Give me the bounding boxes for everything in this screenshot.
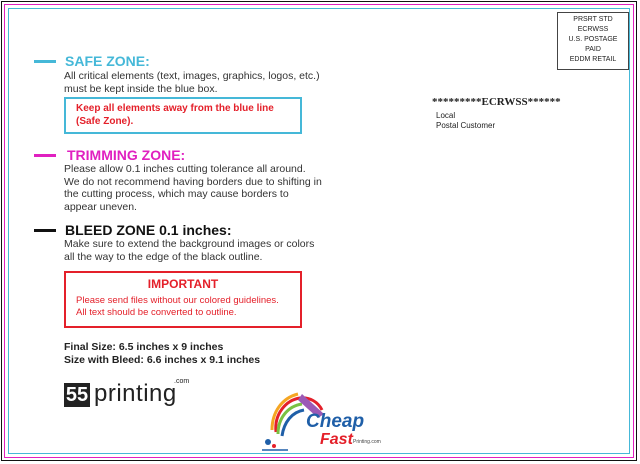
important-line-1: Please send files without our colored guidelines.	[76, 295, 279, 306]
safe-zone-text	[64, 70, 320, 95]
cheap-logo-word: Cheap	[306, 411, 365, 432]
bleed-zone-text	[64, 238, 314, 263]
trimming-zone-line-1: Please allow 0.1 inches cutting tolerance all around.	[64, 163, 306, 175]
size-info	[64, 341, 260, 367]
safe-zone-note-box	[64, 97, 302, 134]
final-size: Final Size: 6.5 inches x 9 inches	[64, 341, 224, 353]
55printing-logo-number: 55	[65, 384, 89, 406]
printing-logo-suffix: Printing.com	[353, 439, 381, 445]
important-line-2: All text should be converted to outline.	[76, 307, 237, 318]
postage-permit-box	[557, 12, 629, 70]
safe-zone-note-line-1: Keep all elements away from the blue line	[76, 103, 274, 114]
bleed-size: Size with Bleed: 6.6 inches x 9.1 inches	[64, 354, 261, 366]
trimming-zone-text	[64, 163, 322, 213]
address-line-1: Local	[436, 111, 456, 120]
trimming-zone-title: TRIMMING ZONE:	[67, 147, 186, 163]
important-text	[76, 295, 300, 319]
bleed-zone-line-2: all the way to the edge of the black outline.	[64, 250, 263, 263]
55printing-logo-word: printing	[94, 380, 177, 407]
bleed-zone-title: BLEED ZONE 0.1 inches:	[65, 222, 232, 238]
55printing-logo	[64, 380, 204, 410]
safe-zone-note-line-2: (Safe Zone).	[76, 115, 134, 127]
important-title: IMPORTANT	[147, 277, 219, 291]
postage-line-5: EDDM RETAIL	[569, 56, 617, 63]
trimming-zone-dash	[34, 154, 56, 157]
cheapfastprinting-logo	[258, 384, 398, 456]
fast-logo-word: Fast	[320, 431, 353, 448]
address-line-2: Postal Customer	[436, 121, 496, 130]
postage-line-3: U.S. POSTAGE	[568, 36, 618, 43]
address-block	[436, 111, 495, 131]
postage-line-1: PRSRT STD	[573, 16, 613, 23]
trimming-zone-line-2: We do not recommend having borders due to shifting in	[64, 175, 322, 188]
postage-line-2: ECRWSS	[577, 26, 609, 33]
important-box	[64, 271, 302, 328]
safe-zone-title: SAFE ZONE:	[65, 53, 150, 69]
safe-zone-dash	[34, 60, 56, 63]
safe-zone-line-2: must be kept inside the blue box.	[64, 82, 218, 95]
postage-line-4: PAID	[585, 46, 601, 53]
safe-zone-line-1: All critical elements (text, images, graphics, logos, etc.)	[64, 70, 320, 82]
bleed-zone-dash	[34, 229, 56, 232]
bleed-zone-line-1: Make sure to extend the background images or colors	[64, 238, 315, 250]
trimming-zone-line-4: appear uneven.	[64, 200, 137, 213]
55printing-logo-com: .com	[174, 378, 190, 385]
trimming-zone-line-3: the cutting process, which may cause borders to	[64, 188, 289, 200]
ecrwss-line: *********ECRWSS******	[432, 96, 561, 108]
